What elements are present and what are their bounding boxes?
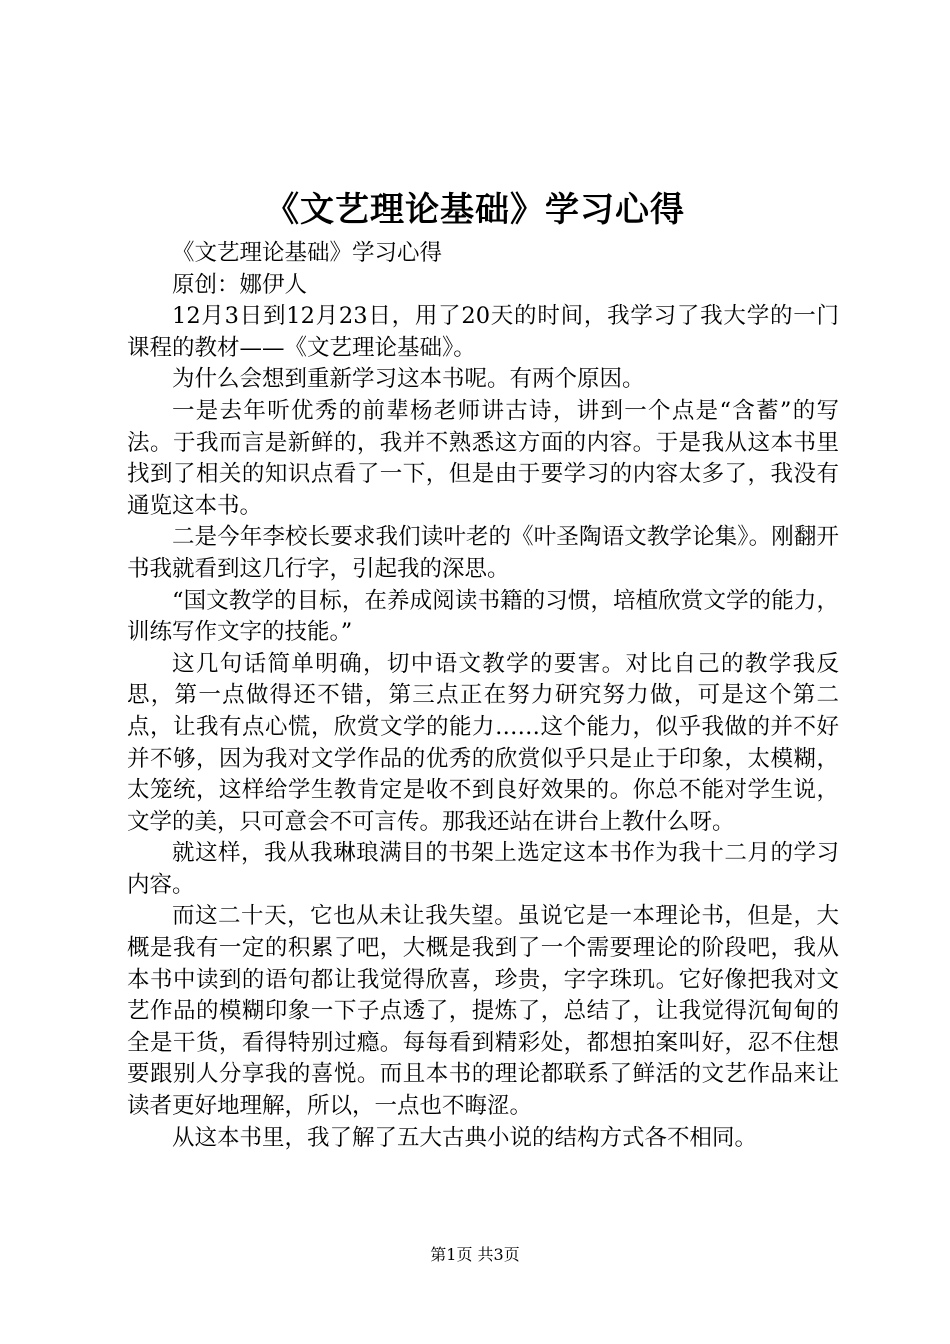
paragraph: 从这本书里，我了解了五大古典小说的结构方式各不相同。: [172, 1124, 758, 1151]
document-title: 《文艺理论基础》学习心得: [265, 190, 685, 230]
paragraph: 这几句话简单明确，切中语文教学的要害。对比自己的教学我反思，第一点做得还不错，第三点正在努力研究努力做，可是这个第二点，让我有点心慌，欣赏文学的能力……这个能力，似乎我做的并不好并不够，因为我对文学作品的优秀的欣赏似乎只是止于印象，太模糊，太笼统，这样给学生教肯定是收不到良好效果的。你总不能对学生说，文学的美，只可意会不可言传。那我还站在讲台上教什么呀。: [127, 650, 839, 835]
document-body: [127, 238, 839, 1154]
paragraph: 为什么会想到重新学习这本书呢。有两个原因。: [172, 366, 645, 393]
paragraph: 12月3日到12月23日，用了20天的时间，我学习了我大学的一门课程的教材——《文艺理论基础》。: [127, 303, 839, 361]
paragraph: 就这样，我从我琳琅满目的书架上选定这本书作为我十二月的学习内容。: [127, 840, 839, 898]
page-number-footer: 第1页 共3页: [430, 1245, 520, 1264]
paragraph-author: 原创：娜伊人: [172, 271, 308, 298]
paragraph: 一是去年听优秀的前辈杨老师讲古诗，讲到一个点是“含蓄”的写法。于我而言是新鲜的，我并不熟悉这方面的内容。于是我从这本书里找到了相关的知识点看了一下，但是由于要学习的内容太多了，我没有通览这本书。: [127, 397, 839, 519]
paragraph: 而这二十天，它也从未让我失望。虽说它是一本理论书，但是，大概是我有一定的积累了吧，大概是我到了一个需要理论的阶段吧，我从本书中读到的语句都让我觉得欣喜，珍贵，字字珠玑。它好像把我对文艺作品的模糊印象一下子点透了，提炼了，总结了，让我觉得沉甸甸的全是干货，看得特别过瘾。每每看到精彩处，都想拍案叫好，忍不住想要跟别人分享我的喜悦。而且本书的理论都联系了鲜活的文艺作品来让读者更好地理解，所以，一点也不晦涩。: [127, 903, 839, 1120]
paragraph-subtitle: 《文艺理论基础》学习心得: [172, 240, 443, 266]
paragraph: 二是今年李校长要求我们读叶老的《叶圣陶语文教学论集》。刚翻开书我就看到这几行字，引起我的深思。: [127, 524, 839, 582]
paragraph-quote: “国文教学的目标，在养成阅读书籍的习惯，培植欣赏文学的能力，训练写作文字的技能。”: [127, 587, 839, 646]
